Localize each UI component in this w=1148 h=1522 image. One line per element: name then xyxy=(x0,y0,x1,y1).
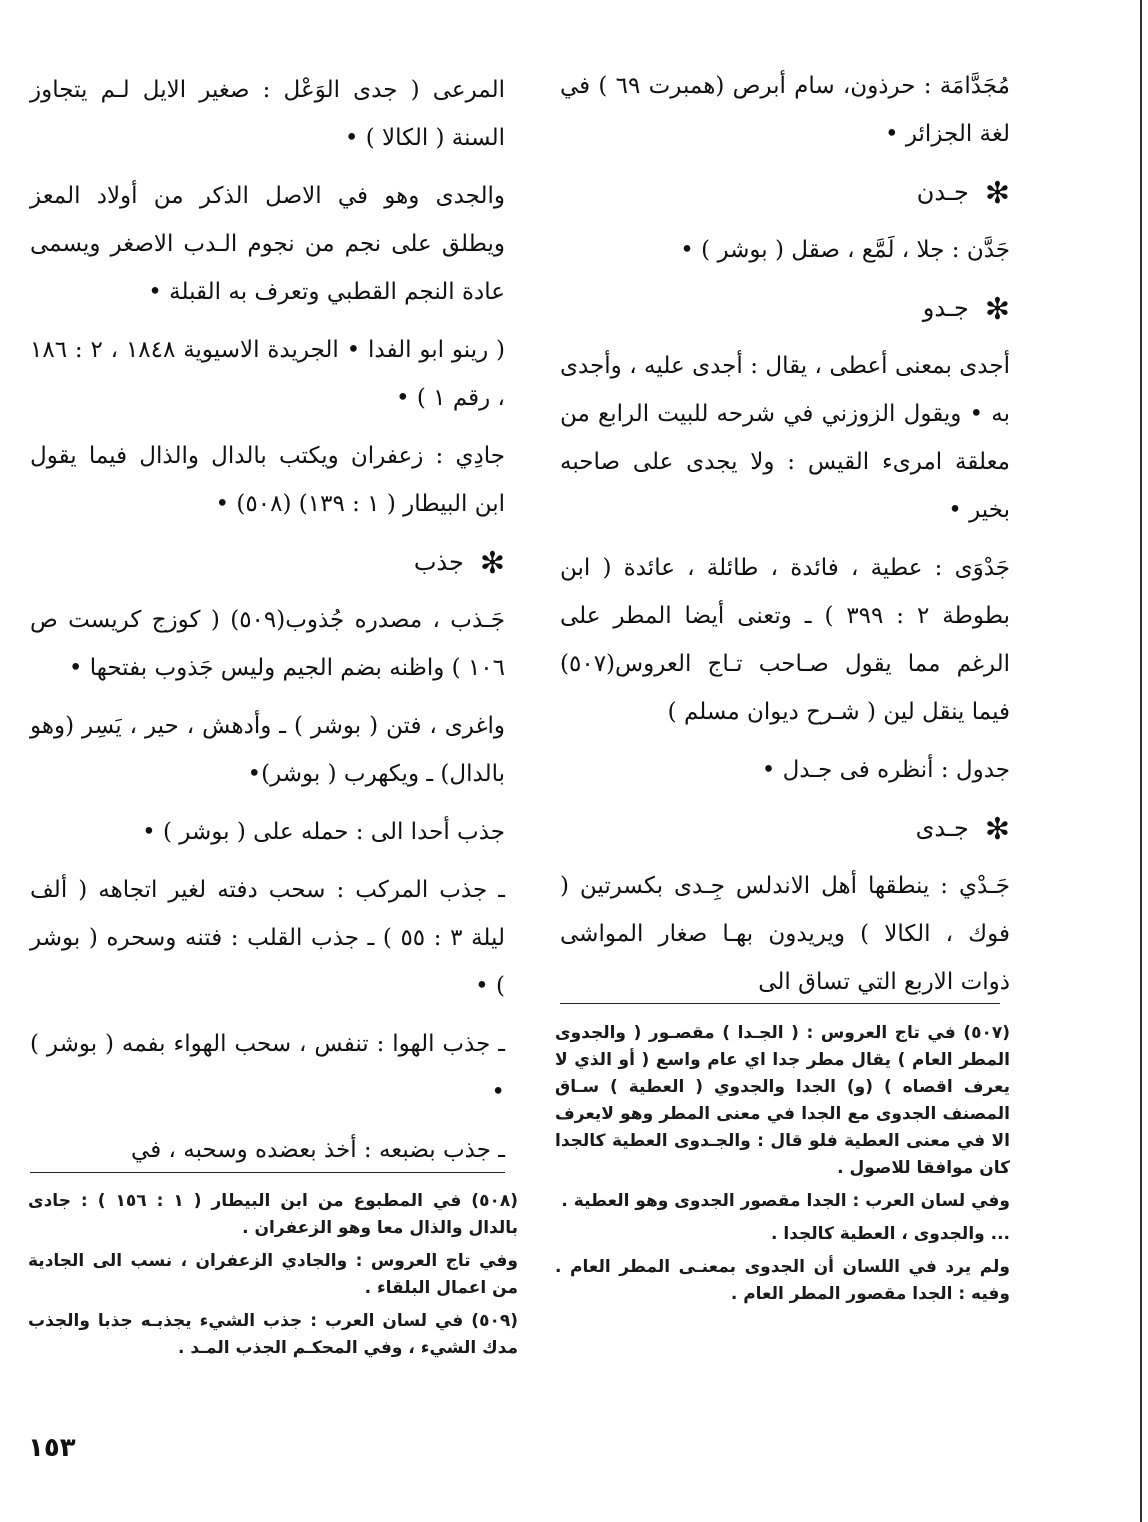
footnote-508-taj: وفي تاج العروس : والجادي الزعفران ، نسب الى الجادية من اعمال البلقاء . xyxy=(28,1251,518,1298)
footnote-divider-left xyxy=(30,1172,505,1173)
asterisk-icon: ✻ xyxy=(984,812,1010,847)
entry-jady: جَـدْي : ينطقها أهل الاندلس جِـدى بكسرتين ( فوك ، الكالا ) ويريدون بهـا صغار المواشى ذوات الاربع التي تساق الى xyxy=(560,873,1010,995)
asterisk-icon: ✻ xyxy=(479,546,505,581)
entry-ajda: أجدى بمعنى أعطى ، يقال : أجدى عليه ، وأجدى به • ويقول الزوزني في شرحه للبيت الرابع من معلقة امرىء القيس : ولا يجدى على صاحبه بخير • xyxy=(560,353,1010,523)
footnotes-left xyxy=(28,1188,518,1368)
root-heading-jdhb: ✻جذب xyxy=(413,546,505,581)
footnote-divider-right xyxy=(560,1003,1000,1004)
scan-edge-line xyxy=(1140,0,1142,1522)
entry-jadi: جادِي : زعفران ويكتب بالدال والذال فيما يقول ابن البيطار ( ١ : ١٣٩) (٥٠٨) • xyxy=(30,443,505,517)
footnote-507-quote: ... والجدوى ، العطية كالجدا . xyxy=(770,1224,1010,1244)
reference-reinaud: ( رينو ابو الفدا • الجريدة الاسيوية ١٨٤٨ ، ٢ : ١٨٦ ، رقم ١ ) • xyxy=(30,337,506,411)
footnote-507-lisan: وفي لسان العرب : الجدا مقصور الجدوى وهو العطية . xyxy=(561,1191,1010,1211)
entry-jadhaba-hawa: ـ جذب الهوا : تنفس ، سحب الهواء بفمه ( بوشر ) • xyxy=(30,1031,505,1105)
entry-jadhaba-dab: ـ جذب بضبعه : أخذ بعضده وسحبه ، في xyxy=(131,1137,505,1163)
entry-jady-star: والجدى وهو في الاصل الذكر من أولاد المعز ويطلق على نجم من نجوم الـدب الاصغر ويسمى عادة النجم القطبي وتعرف به القبلة • xyxy=(30,183,505,305)
footnote-509: (٥٠٩) في لسان العرب : جذب الشيء يجذبـه جذبا والجذب مدك الشيء ، وفي المحكـم الجذب المـد . xyxy=(28,1311,518,1358)
footnote-508: (٥٠٨) في المطبوع من ابن البيطار ( ١ : ١٥٦ ) : جادى بالدال والذال معا وهو الزعفران . xyxy=(28,1191,518,1238)
page-number: ١٥٣ xyxy=(28,1433,76,1463)
entry-jadhaba-ahadan: جذب أحدا الى : حمله على ( بوشر ) • xyxy=(142,819,505,845)
root-heading-jdn: ✻جـدن xyxy=(916,176,1010,211)
footnote-507: (٥٠٧) في تاج العروس : ( الجـدا ) مقصـور ( والجدوى المطر العام ) يقال مطر جدا اي عام واسع ( أو الذي لا يعرف اقصاه ) (و) الجدا والجدوي ( العطية ) سـاق المصنف الجدوى مع الجدا في معنى المطر وهو لايعرف الا في معنى العطية فلو قال : والجـدوى العطية كالجدا كان موافقا للاصول . xyxy=(555,1023,1010,1178)
footnotes-right xyxy=(555,1020,1010,1314)
entry-jadhaba: جَـذب ، مصدره جُذوب(٥٠٩) ( كوزج كريست ص ١٠٦ ) واظنه بضم الجيم وليس جَذوب بفتحها • xyxy=(30,607,505,681)
asterisk-icon: ✻ xyxy=(984,292,1010,327)
entry-aghra: واغرى ، فتن ( بوشر ) ـ وأدهش ، حير ، يَسِر (وهو بالدال) ـ ويكهرب ( بوشر)• xyxy=(30,713,505,787)
entry-jadwal: جدول : أنظره فى جـدل • xyxy=(761,757,1010,783)
entry-jadwa: جَدْوَى : عطية ، فائدة ، طائلة ، عائدة ( ابن بطوطة ٢ : ٣٩٩ ) ـ وتعنى أيضا المطر على الرغم مما يقول صـاحب تـاج العروس(٥٠٧) فيما ينقل لين ( شـرح ديوان مسلم ) xyxy=(560,555,1010,725)
entry-jady-continued: المرعى ( جدى الوَعْل : صغير الايل لـم يتجاوز السنة ( الكالا ) • xyxy=(30,77,505,151)
footnote-507-note: ولم يرد في اللسان أن الجدوى بمعنـى المطر العام . وفيه : الجدا مقصور المطر العام . xyxy=(555,1257,1010,1304)
left-column xyxy=(30,66,505,1184)
root-heading-jdw: ✻جـدو xyxy=(922,292,1010,327)
entry-mujaddama: مُجَدَّامَة : حرذون، سام أبرص (همبرت ٦٩ ) في لغة الجزائر • xyxy=(560,73,1010,147)
entry-jadhaba-markab: ـ جذب المركب : سحب دفته لغير اتجاهه ( ألف ليلة ٣ : ٥٥ ) ـ جذب القلب : فتنه وسحره ( بوشر ) • xyxy=(30,877,505,999)
asterisk-icon: ✻ xyxy=(984,176,1010,211)
root-heading-jdy: ✻جـدى xyxy=(915,812,1010,847)
right-column xyxy=(560,62,1010,1016)
entry-jaddan: جَدَّن : جلا ، لَمَّع ، صقل ( بوشر ) • xyxy=(680,237,1010,263)
